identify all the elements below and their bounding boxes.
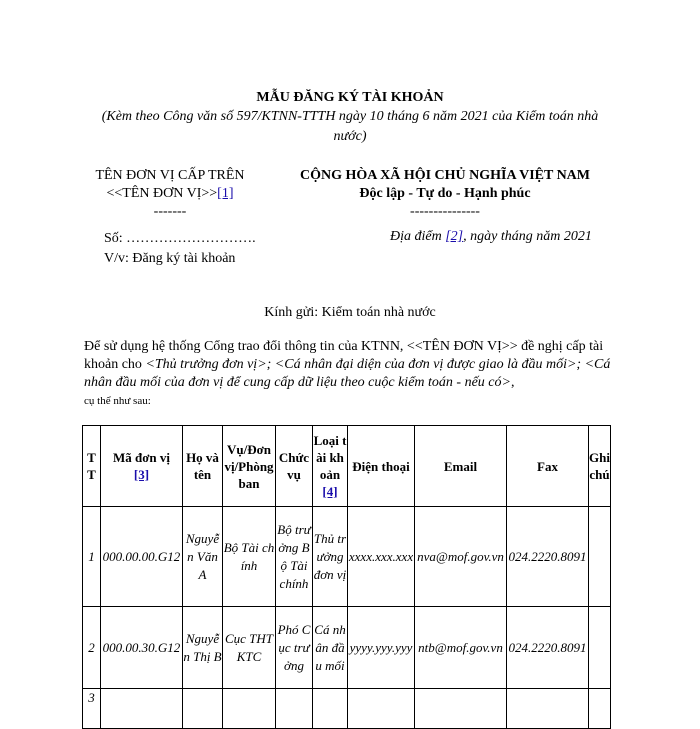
document-subtitle: (Kèm theo Công văn số 597/KTNN-TTTH ngày 10 tháng 6 năm 2021 của Kiểm toán nhà nước) [101,109,599,144]
cell-unit-code: 000.00.00.G12 [101,507,183,607]
footnote-link-3[interactable]: [3] [133,467,150,482]
cell-fax: 024.2220.8091 [507,607,589,689]
national-motto: Độc lập - Tự do - Hạnh phúc [359,186,531,201]
request-paragraph [84,338,619,410]
header-department: Vụ/Đơn vị/Phòng ban [223,426,276,507]
table-header-row [83,426,611,507]
cell-email: ntb@mof.gov.vn [415,607,507,689]
cell-account-type: Thủ trưởng đơn vị [313,507,348,607]
cell-note [589,607,611,689]
document-subject: V/v: Đăng ký tài khoản [104,251,236,266]
cell-full-name [183,689,223,729]
unit-name: <<TÊN ĐƠN VỊ>> [106,186,218,201]
footnote-link-1[interactable]: [1] [217,186,234,201]
account-table [82,425,611,729]
cell-position [276,689,313,729]
cell-account-type: Cá nhân đầu mối [313,607,348,689]
header-tt: TT [83,426,101,507]
cell-tt: 3 [83,689,101,729]
issuing-unit-block [90,167,250,221]
right-rule: --------------- [410,204,480,219]
cell-tt: 1 [83,507,101,607]
cell-unit-code [101,689,183,729]
header-note: Ghi chú [589,426,611,507]
document-number-block [104,229,256,269]
request-recipients: <Thủ trưởng đơn vị>; <Cá nhân đại diện của đơn vị được giao là đầu mối>; <Cá nhân đầu mối của đơn vị để cung cấp dữ liệu theo cuộc kiểm toán - nếu có> [84,357,611,390]
header-account-type-label: Loại tài khoản [313,433,347,482]
header-full-name: Họ và tên [183,426,223,507]
cell-unit-code: 000.00.30.G12 [101,607,183,689]
cell-department: Cục THTKTC [223,607,276,689]
cell-note [589,507,611,607]
footnote-link-4[interactable]: [4] [322,484,338,499]
footnote-link-2[interactable]: [2] [445,229,464,244]
document-title: MẪU ĐĂNG KÝ TÀI KHOẢN [256,90,444,105]
cell-full-name: Nguyễn Thị B [183,607,223,689]
cell-full-name: Nguyễn Văn A [183,507,223,607]
cell-note [589,689,611,729]
unit-name-line [90,185,250,203]
cell-position: Phó Cục trưởng [276,607,313,689]
cell-fax [507,689,589,729]
cell-phone: xxxx.xxx.xxx [348,507,415,607]
parent-unit-name: TÊN ĐƠN VỊ CẤP TRÊN [95,168,245,183]
cell-department [223,689,276,729]
cell-email: nva@mof.gov.vn [415,507,507,607]
table-row [83,607,611,689]
cell-department: Bộ Tài chính [223,507,276,607]
request-tail: cụ thể như sau: [84,395,151,407]
header-unit-code-label: Mã đơn vị [112,450,171,465]
header-fax: Fax [507,426,589,507]
header-position: Chức vụ [276,426,313,507]
recipient-line: Kính gửi: Kiểm toán nhà nước [264,305,436,320]
header-unit-code [101,426,183,507]
request-text: Để sử dụng hệ thống Cổng trao đổi thông tin của KTNN, <<TÊN ĐƠN VỊ>> đề nghị cấp tài khoản cho [84,339,604,372]
cell-tt: 2 [83,607,101,689]
table-row [83,507,611,607]
header-account-type [313,426,348,507]
place-date-line [390,229,592,245]
national-header-block [282,167,608,221]
table-row [83,689,611,729]
left-rule: ------- [153,204,187,219]
national-title: CỘNG HÒA XÃ HỘI CHỦ NGHĨA VIỆT NAM [299,168,590,183]
header-phone: Điện thoại [348,426,415,507]
document-number: Số: ………………………. [104,231,256,246]
header-email: Email [415,426,507,507]
cell-phone: yyyy.yyy.yyy [348,607,415,689]
cell-account-type [313,689,348,729]
date-text: , ngày tháng năm 2021 [463,229,592,244]
place-label: Địa điểm [390,229,446,244]
cell-phone [348,689,415,729]
cell-email [415,689,507,729]
request-comma: , [510,375,515,390]
cell-position: Bộ trưởng Bộ Tài chính [276,507,313,607]
cell-fax: 024.2220.8091 [507,507,589,607]
